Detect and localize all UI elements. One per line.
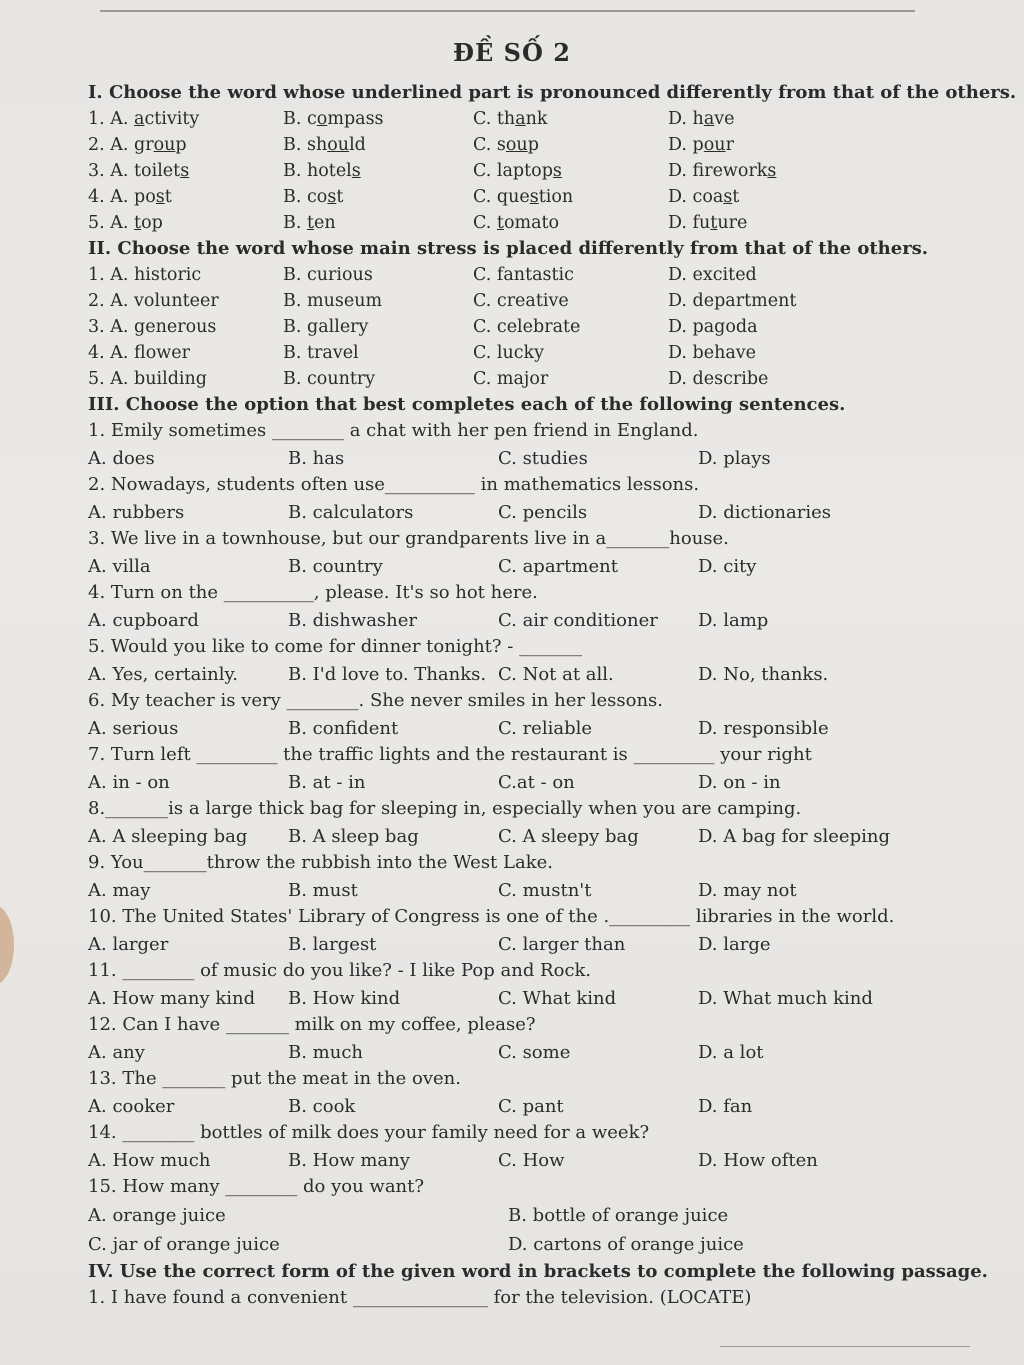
option-c: C. larger than bbox=[498, 933, 626, 955]
question-15-options-row-1 bbox=[88, 1201, 948, 1230]
option-a: A. How many kind bbox=[88, 987, 256, 1009]
option-c: C. question bbox=[473, 187, 574, 207]
option-d: D. plays bbox=[698, 447, 771, 469]
option-d: D. on - in bbox=[698, 771, 781, 793]
section-2-row bbox=[88, 340, 948, 366]
option-a: A. in - on bbox=[88, 771, 170, 793]
option-a: 2. A. volunteer bbox=[88, 291, 219, 311]
bottom-rule bbox=[720, 1346, 970, 1347]
option-d: D. future bbox=[668, 213, 748, 233]
option-c: C. major bbox=[473, 369, 549, 389]
question-14-options bbox=[88, 1147, 948, 1175]
option-b: B. much bbox=[288, 1041, 364, 1063]
question-3: 3. We live in a townhouse, but our grandparents live in a_______house. bbox=[88, 528, 729, 549]
question-13-options bbox=[88, 1093, 948, 1121]
option-c: C. How bbox=[498, 1149, 565, 1171]
question-12: 12. Can I have _______ milk on my coffee, please? bbox=[88, 1014, 536, 1035]
option-c: C. fantastic bbox=[473, 265, 574, 285]
section-1-list bbox=[88, 106, 948, 236]
option-a: A. Yes, certainly. bbox=[88, 663, 239, 685]
question-12-options bbox=[88, 1039, 948, 1067]
option-b: B. dishwasher bbox=[288, 609, 418, 631]
question-2-options bbox=[88, 499, 948, 527]
question-7: 7. Turn left _________ the traffic lights and the restaurant is _________ your right bbox=[88, 744, 812, 765]
section-4-heading: IV. Use the correct form of the given word in brackets to complete the following passage. bbox=[88, 1260, 988, 1282]
option-b: B. cost bbox=[283, 187, 344, 207]
section-2-row bbox=[88, 262, 948, 288]
option-a: A. How much bbox=[88, 1149, 211, 1171]
option-d: D. department bbox=[668, 291, 797, 311]
option-b: B. museum bbox=[283, 291, 383, 311]
option-d: D. fan bbox=[698, 1095, 753, 1117]
option-d: D. What much kind bbox=[698, 987, 873, 1009]
option-d: D. have bbox=[668, 109, 735, 129]
option-d: D. cartons of orange juice bbox=[508, 1233, 744, 1255]
option-d: D. behave bbox=[668, 343, 757, 363]
option-b: B. curious bbox=[283, 265, 373, 285]
option-a: A. serious bbox=[88, 717, 179, 739]
question-10: 10. The United States' Library of Congress is one of the ._________ libraries in the world. bbox=[88, 906, 895, 927]
section-1-row bbox=[88, 158, 948, 184]
section-3-heading: III. Choose the option that best completes each of the following sentences. bbox=[88, 394, 846, 415]
question-1-options bbox=[88, 445, 948, 473]
option-c: C. some bbox=[498, 1041, 571, 1063]
option-c: C. mustn't bbox=[498, 879, 592, 901]
option-a: A. rubbers bbox=[88, 501, 185, 523]
exam-content bbox=[88, 80, 1017, 1311]
option-d: D. No, thanks. bbox=[698, 663, 829, 685]
option-b: B. cook bbox=[288, 1095, 356, 1117]
question-5: 5. Would you like to come for dinner tonight? - _______ bbox=[88, 636, 583, 657]
option-b: B. compass bbox=[283, 109, 384, 129]
option-d: D. a lot bbox=[698, 1041, 764, 1063]
question-8-options bbox=[88, 823, 948, 851]
option-d: D. pagoda bbox=[668, 317, 758, 337]
option-c: C. soup bbox=[473, 135, 539, 155]
option-b: B. should bbox=[283, 135, 366, 155]
option-d: D. city bbox=[698, 555, 757, 577]
option-d: D. pour bbox=[668, 135, 734, 155]
option-b: B. How kind bbox=[288, 987, 401, 1009]
option-b: B. A sleep bag bbox=[288, 825, 419, 847]
option-d: D. fireworks bbox=[668, 161, 777, 181]
section-3-list bbox=[88, 418, 948, 1174]
section-1-row bbox=[88, 184, 948, 210]
question-2: 2. Nowadays, students often use__________ in mathematics lessons. bbox=[88, 474, 700, 495]
question-6-options bbox=[88, 715, 948, 743]
section-1-row bbox=[88, 210, 948, 236]
option-a: A. villa bbox=[88, 555, 151, 577]
option-a: A. larger bbox=[88, 933, 169, 955]
section-2-row bbox=[88, 288, 948, 314]
option-d: D. large bbox=[698, 933, 771, 955]
finger-shadow bbox=[0, 905, 14, 985]
option-a: A. does bbox=[88, 447, 155, 469]
option-a: 5. A. top bbox=[88, 213, 163, 233]
option-b: B. ten bbox=[283, 213, 336, 233]
option-b: B. confident bbox=[288, 717, 399, 739]
option-b: B. has bbox=[288, 447, 345, 469]
question-7-options bbox=[88, 769, 948, 797]
option-a: 3. A. generous bbox=[88, 317, 217, 337]
option-b: B. gallery bbox=[283, 317, 369, 337]
option-d: D. describe bbox=[668, 369, 769, 389]
option-b: B. hotels bbox=[283, 161, 361, 181]
option-a: A. may bbox=[88, 879, 151, 901]
section-4-question-1: 1. I have found a convenient _______________ for the television. (LOCATE) bbox=[88, 1286, 752, 1308]
option-b: B. largest bbox=[288, 933, 377, 955]
option-c: C. air conditioner bbox=[498, 609, 658, 631]
option-c: C. thank bbox=[473, 109, 548, 129]
option-a: A. orange juice bbox=[88, 1204, 226, 1226]
option-c: C. creative bbox=[473, 291, 569, 311]
option-a: A. any bbox=[88, 1041, 145, 1063]
option-c: C. Not at all. bbox=[498, 663, 614, 685]
option-d: D. dictionaries bbox=[698, 501, 831, 523]
option-a: 5. A. building bbox=[88, 369, 207, 389]
section-2-row bbox=[88, 314, 948, 340]
section-2-list bbox=[88, 262, 948, 392]
question-10-options bbox=[88, 931, 948, 959]
option-c: C. pant bbox=[498, 1095, 564, 1117]
top-rule bbox=[100, 10, 915, 12]
option-b: B. How many bbox=[288, 1149, 410, 1171]
option-a: A. A sleeping bag bbox=[88, 825, 248, 847]
page-title: ĐỀ SỐ 2 bbox=[453, 38, 571, 67]
question-15-options-row-2 bbox=[88, 1230, 948, 1259]
question-4: 4. Turn on the __________, please. It's so hot here. bbox=[88, 582, 538, 603]
option-d: D. A bag for sleeping bbox=[698, 825, 890, 847]
option-c: C.at - on bbox=[498, 771, 575, 793]
option-c: C. laptops bbox=[473, 161, 562, 181]
question-9-options bbox=[88, 877, 948, 905]
question-9: 9. You_______throw the rubbish into the West Lake. bbox=[88, 852, 553, 873]
option-a: 4. A. post bbox=[88, 187, 172, 207]
option-c: C. tomato bbox=[473, 213, 560, 233]
option-a: 1. A. activity bbox=[88, 109, 200, 129]
option-d: D. lamp bbox=[698, 609, 769, 631]
option-a: A. cooker bbox=[88, 1095, 175, 1117]
question-3-options bbox=[88, 553, 948, 581]
option-b: B. I'd love to. Thanks. bbox=[288, 663, 487, 685]
option-c: C. apartment bbox=[498, 555, 618, 577]
option-a: 3. A. toilets bbox=[88, 161, 190, 181]
question-6: 6. My teacher is very ________. She never smiles in her lessons. bbox=[88, 690, 663, 711]
option-c: C. jar of orange juice bbox=[88, 1233, 280, 1255]
option-b: B. at - in bbox=[288, 771, 366, 793]
question-11: 11. ________ of music do you like? - I like Pop and Rock. bbox=[88, 960, 592, 981]
option-d: D. coast bbox=[668, 187, 740, 207]
section-1-row bbox=[88, 132, 948, 158]
question-8: 8._______is a large thick bag for sleeping in, especially when you are camping. bbox=[88, 798, 802, 819]
option-c: C. pencils bbox=[498, 501, 588, 523]
option-d: D. excited bbox=[668, 265, 757, 285]
option-a: A. cupboard bbox=[88, 609, 199, 631]
section-2-row bbox=[88, 366, 948, 392]
question-13: 13. The _______ put the meat in the oven. bbox=[88, 1068, 461, 1089]
option-a: 1. A. historic bbox=[88, 265, 202, 285]
option-b: B. country bbox=[283, 369, 376, 389]
option-c: C. What kind bbox=[498, 987, 617, 1009]
option-d: D. responsible bbox=[698, 717, 829, 739]
option-d: D. How often bbox=[698, 1149, 818, 1171]
question-4-options bbox=[88, 607, 948, 635]
option-c: C. studies bbox=[498, 447, 588, 469]
option-c: C. reliable bbox=[498, 717, 593, 739]
question-1: 1. Emily sometimes ________ a chat with her pen friend in England. bbox=[88, 420, 699, 441]
question-5-options bbox=[88, 661, 948, 689]
option-c: C. lucky bbox=[473, 343, 545, 363]
question-15: 15. How many ________ do you want? bbox=[88, 1176, 425, 1197]
question-11-options bbox=[88, 985, 948, 1013]
option-c: C. A sleepy bag bbox=[498, 825, 639, 847]
option-d: D. may not bbox=[698, 879, 797, 901]
section-1-row bbox=[88, 106, 948, 132]
section-1-heading: I. Choose the word whose underlined part is pronounced differently from that of the others. bbox=[88, 82, 1017, 103]
section-2-heading: II. Choose the word whose main stress is placed differently from that of the others. bbox=[88, 238, 929, 259]
option-c: C. celebrate bbox=[473, 317, 581, 337]
option-b: B. bottle of orange juice bbox=[508, 1204, 729, 1226]
option-b: B. must bbox=[288, 879, 358, 901]
option-a: 4. A. flower bbox=[88, 343, 190, 363]
option-b: B. travel bbox=[283, 343, 359, 363]
option-b: B. calculators bbox=[288, 501, 414, 523]
option-a: 2. A. group bbox=[88, 135, 187, 155]
option-b: B. country bbox=[288, 555, 383, 577]
question-14: 14. ________ bottles of milk does your family need for a week? bbox=[88, 1122, 650, 1143]
